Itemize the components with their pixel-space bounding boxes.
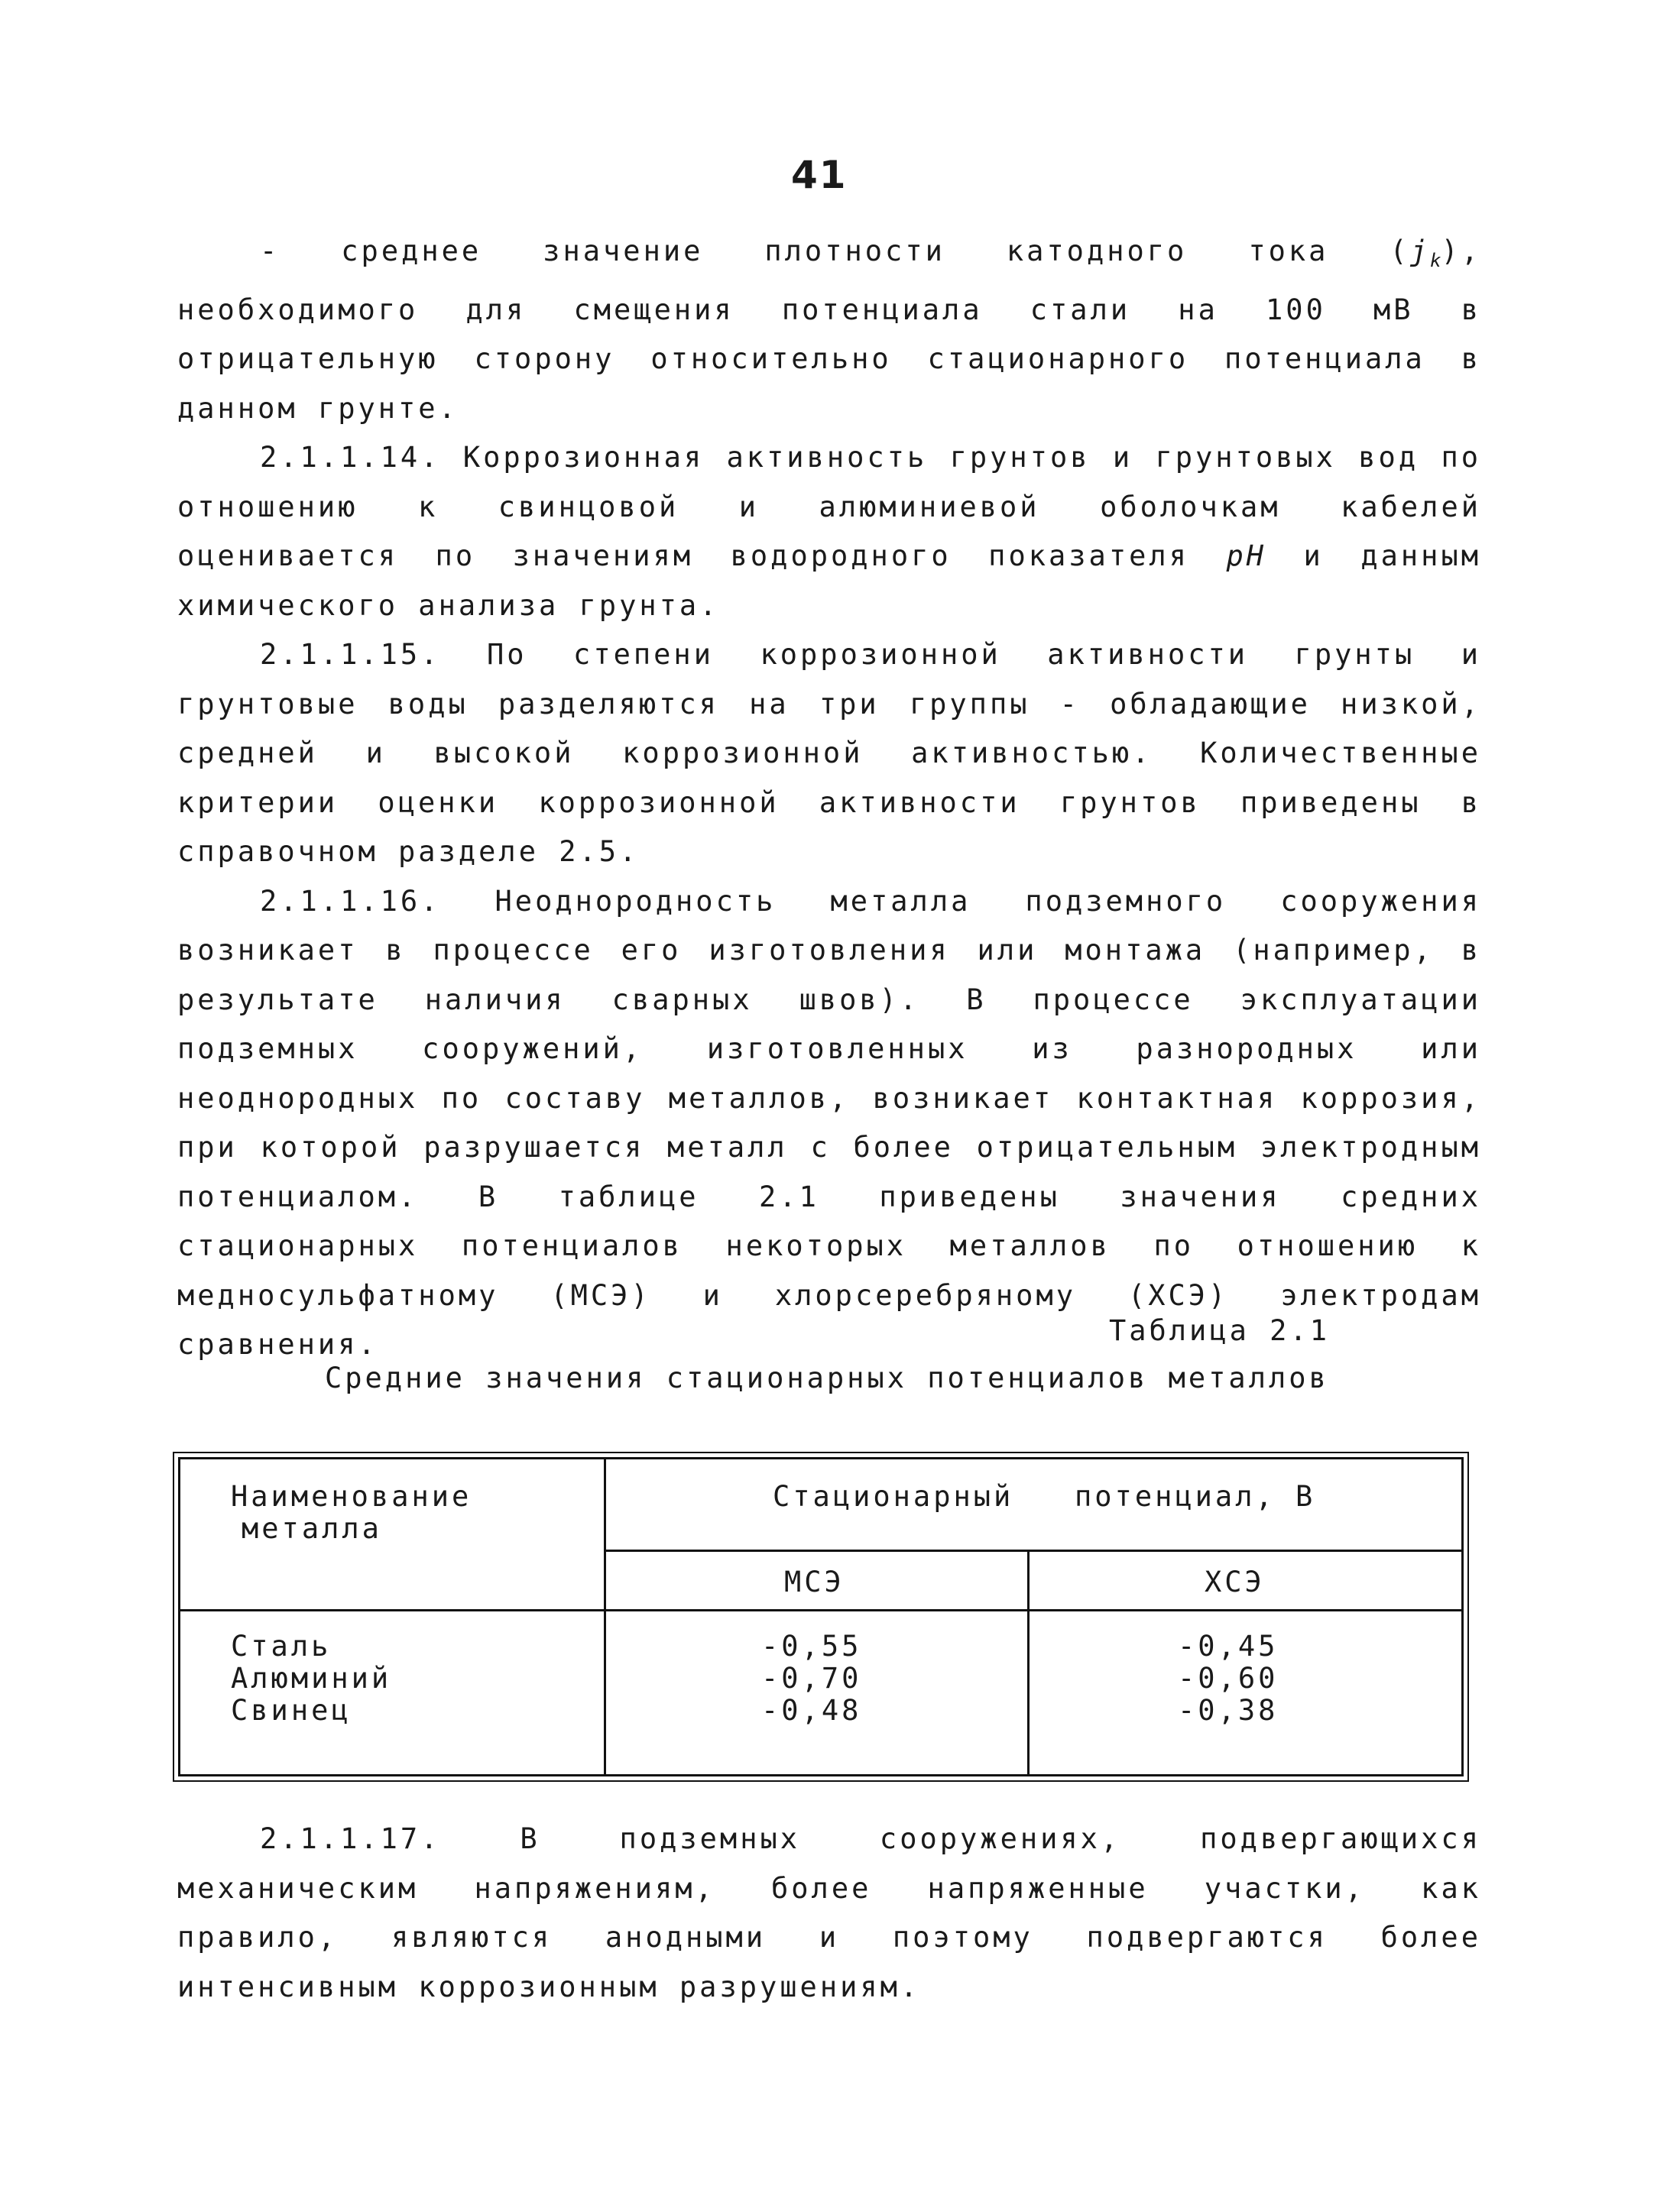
header-mse: МСЭ <box>784 1566 845 1598</box>
row-name-lead: Свинец <box>231 1694 352 1727</box>
paragraph-cathode-current <box>177 227 1481 433</box>
paragraph-2-1-1-17: 2.1.1.17. В подземных сооружениях, подвергающихся механическим напряжениям, более напряженные участки, как правило, являются анодными и поэтому подвергаются более интенсивным коррозионным разрушениям. <box>177 1822 1481 2003</box>
header-name-line2: металла <box>242 1512 382 1545</box>
table-divider-col1 <box>604 1459 606 1774</box>
table-divider-col2-body <box>1027 1609 1030 1774</box>
potentials-table <box>173 1452 1469 1782</box>
row-name-steel: Сталь <box>231 1630 332 1663</box>
symbol-ph: pH <box>1226 539 1267 572</box>
table-grid <box>178 1457 1464 1776</box>
header-potential-a: Стационарный <box>773 1480 1014 1513</box>
row-mse-lead: -0,48 <box>761 1694 862 1727</box>
header-potential-b: потенциал, В <box>1075 1480 1316 1513</box>
row-name-aluminum: Алюминий <box>231 1662 392 1695</box>
page-number: 41 <box>791 153 848 197</box>
text-segment: - среднее значение плотности катодного тока ( <box>260 235 1410 267</box>
paragraph-2-1-1-15: 2.1.1.15. По степени коррозионной активности грунты и грунтовые воды разделяются на три группы - обладающие низкой, средней и высокой коррозионной активностью. Количественные критерии оценки коррозионной активности грунтов приведены в справочном разделе 2.5. <box>177 638 1481 868</box>
row-hse-steel: -0,45 <box>1178 1630 1279 1663</box>
text-segment: и данным химического анализа грунта. <box>177 539 1482 622</box>
row-mse-aluminum: -0,70 <box>761 1662 862 1695</box>
body-text-top <box>177 227 1481 1370</box>
table-divider-col2-header <box>1027 1550 1030 1609</box>
table-title: Средние значения стационарных потенциалов металлов <box>325 1362 1329 1394</box>
table-caption: Таблица 2.1 <box>1108 1314 1330 1347</box>
body-text-bottom <box>177 1815 1481 2012</box>
header-name-line1: Наименование <box>231 1480 472 1513</box>
row-hse-lead: -0,38 <box>1178 1694 1279 1727</box>
symbol-subscript-k: k <box>1429 250 1441 271</box>
text-segment: 2.1.1.14. Коррозионная активность грунтов и грунтовых вод по отношению к свинцовой и алюминиевой оболочкам кабелей оценивается по значениям водородного показателя <box>177 441 1481 572</box>
row-hse-aluminum: -0,60 <box>1178 1662 1279 1695</box>
header-hse: ХСЭ <box>1205 1566 1265 1598</box>
text-segment: ), необходимого для смещения потенциала стали на 100 мВ в отрицательную сторону относительно стационарного потенциала в данном грунте. <box>177 235 1481 425</box>
paragraph-2-1-1-14 <box>177 433 1481 630</box>
table-divider-header <box>604 1550 1461 1552</box>
row-mse-steel: -0,55 <box>761 1630 862 1663</box>
table-divider-body <box>180 1609 1461 1611</box>
paragraph-2-1-1-16: 2.1.1.16. Неоднородность металла подземного сооружения возникает в процессе его изготовления или монтажа (например, в результате наличия сварных швов). В процессе эксплуатации подземных сооружений, изготовленных из разнородных или неоднородных по составу металлов, возникает контактная коррозия, при которой разрушается металл с более отрицательным электродным потенциалом. В таблице 2.1 приведены значения средних стационарных потенциалов некоторых металлов по отношению к медносульфатному (МСЭ) и хлорсеребряному (ХСЭ) электродам сравнения. <box>177 884 1481 1361</box>
symbol-j: j <box>1409 235 1430 267</box>
